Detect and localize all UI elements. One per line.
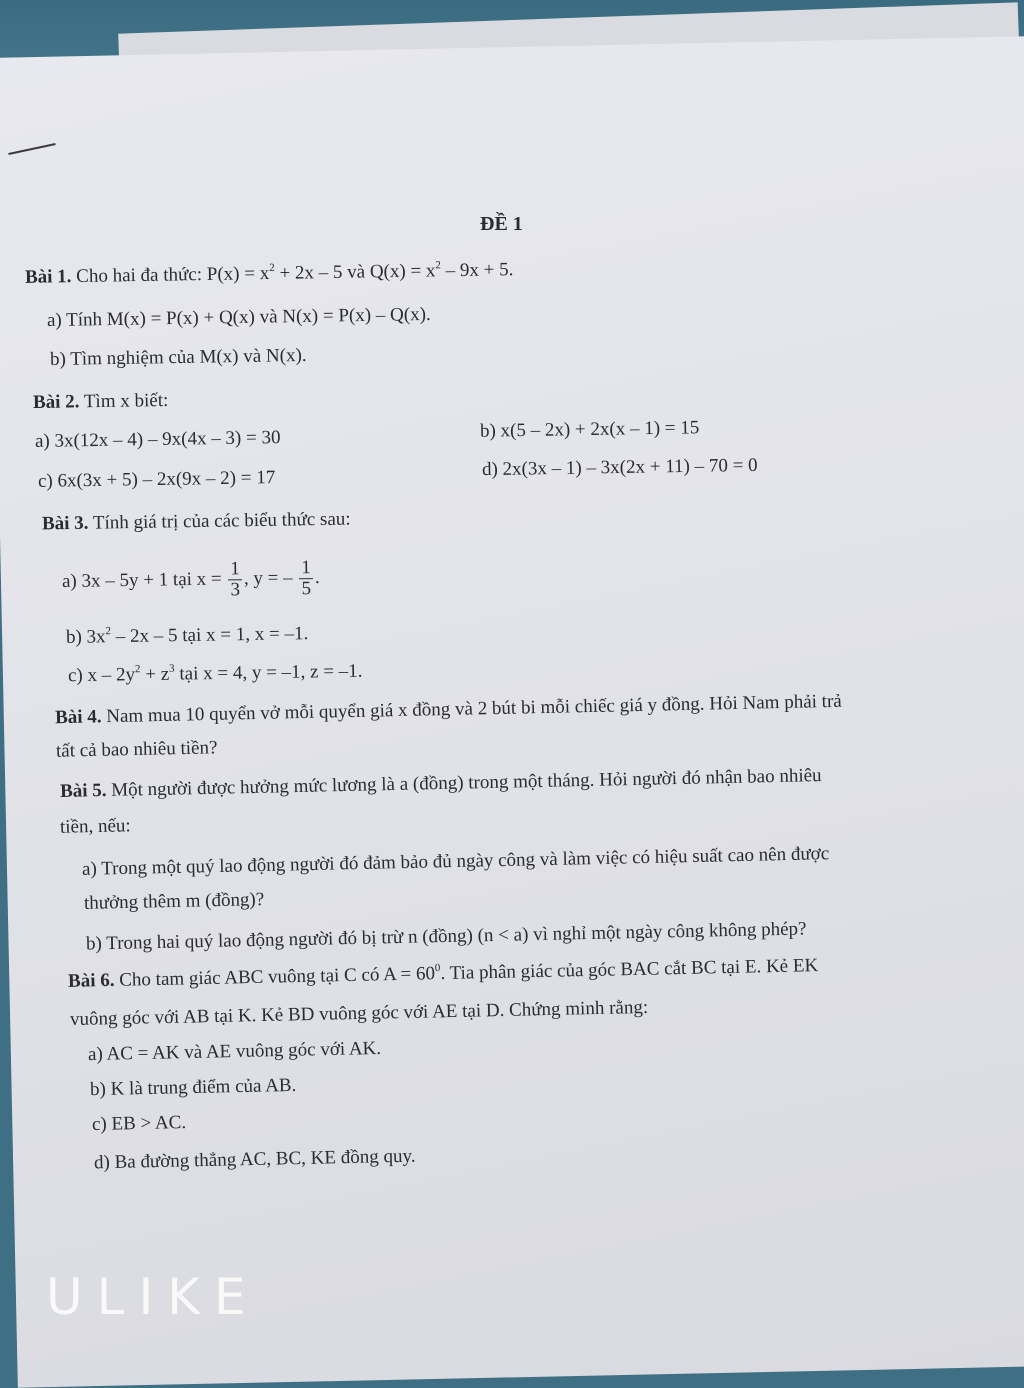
bai5-statement-cont: tiền, nếu:: [59, 815, 131, 838]
bai3-part-b: b) $3x^2 - 2x - 5$ tại x = 1, x = –1.: [65, 623, 309, 648]
bai6-part-b: b) K là trung điểm của AB.: [89, 1074, 297, 1101]
bai5-part-b: b) Trong hai quý lao động người đó bị trừ n (đồng) (n < a) vì nghỉ một ngày công không phép?: [85, 918, 807, 955]
ulike-watermark: ULIKE: [46, 1268, 260, 1326]
bai6-part-d: d) Ba đường thẳng AC, BC, KE đồng quy.: [93, 1145, 416, 1174]
bai4-statement-cont: tất cả bao nhiêu tiền?: [55, 737, 218, 762]
bai5-statement: Bài 5. Một người được hưởng mức lương là a (đồng) trong một tháng. Hỏi người đó nhận bao nhiêu: [59, 765, 822, 802]
exam-title: ĐỀ 1: [480, 213, 523, 235]
bai1-label: Bài 1.: [24, 266, 72, 288]
bai5-label: Bài 5.: [59, 780, 107, 802]
fraction-one-fifth: $\frac{1}{5}$: [301, 557, 312, 600]
bai2-part-a: a) 3x(12x – 4) – 9x(4x – 3) = 30: [34, 427, 281, 452]
bai3-label: Bài 3.: [41, 512, 89, 535]
bai6-part-c: c) EB > AC.: [91, 1112, 187, 1135]
bai3-statement: Bài 3. Tính giá trị của các biểu thức sau:: [41, 508, 351, 535]
bai2-label: Bài 2.: [32, 391, 80, 414]
bai6-statement: Bài 6. Cho tam giác ABC vuông tại C có $A = 60^0$. Tia phân giác của góc BAC cắt BC tại E. Kẻ EK: [67, 955, 819, 992]
bai5-part-a: a) Trong một quý lao động người đó đảm bảo đủ ngày công và làm việc có hiệu suất cao nên được: [81, 843, 830, 880]
bai2-part-c: c) 6x(3x + 5) – 2x(9x – 2) = 17: [37, 467, 276, 492]
bai6-label: Bài 6.: [67, 969, 115, 992]
bai3-part-a: a) 3x – 5y + 1 tại x = $\frac{1}{3}$ , y = – $\frac{1}{5}$ .: [61, 557, 320, 601]
bai6-statement-cont: vuông góc với AB tại K. Kẻ BD vuông góc với AE tại D. Chứng minh rằng:: [69, 996, 649, 1031]
bai1-statement: Bài 1. Cho hai đa thức: $P(x) = x^2 + 2x - 5$ và $Q(x) = x^2 - 9x + 5$.: [24, 259, 514, 288]
bai5-part-a-cont: thưởng thêm m (đồng)?: [83, 889, 265, 914]
bai4-statement: Bài 4. Nam mua 10 quyển vở mỗi quyển giá x đồng và 2 bút bi mỗi chiếc giá y đồng. Hỏi Nam phải trả: [54, 690, 842, 729]
bai2-part-b: b) x(5 – 2x) + 2x(x – 1) = 15: [479, 417, 700, 442]
bai1-part-b: b) Tìm nghiệm của M(x) và N(x).: [49, 344, 307, 371]
bai2-part-d: d) 2x(3x – 1) – 3x(2x + 11) – 70 = 0: [481, 454, 758, 481]
bai1-part-a: a) Tính M(x) = P(x) + Q(x) và N(x) = P(x) – Q(x).: [46, 303, 431, 332]
bai3-part-c: c) $x - 2y^2 + z^3$ tại x = 4, y = –1, z = –1.: [67, 660, 363, 687]
fraction-one-third: $\frac{1}{3}$: [230, 558, 241, 601]
bai4-label: Bài 4.: [54, 706, 102, 729]
bai2-statement: Bài 2. Tìm x biết:: [32, 389, 169, 414]
bai6-part-a: a) AC = AK và AE vuông góc với AK.: [87, 1037, 382, 1066]
